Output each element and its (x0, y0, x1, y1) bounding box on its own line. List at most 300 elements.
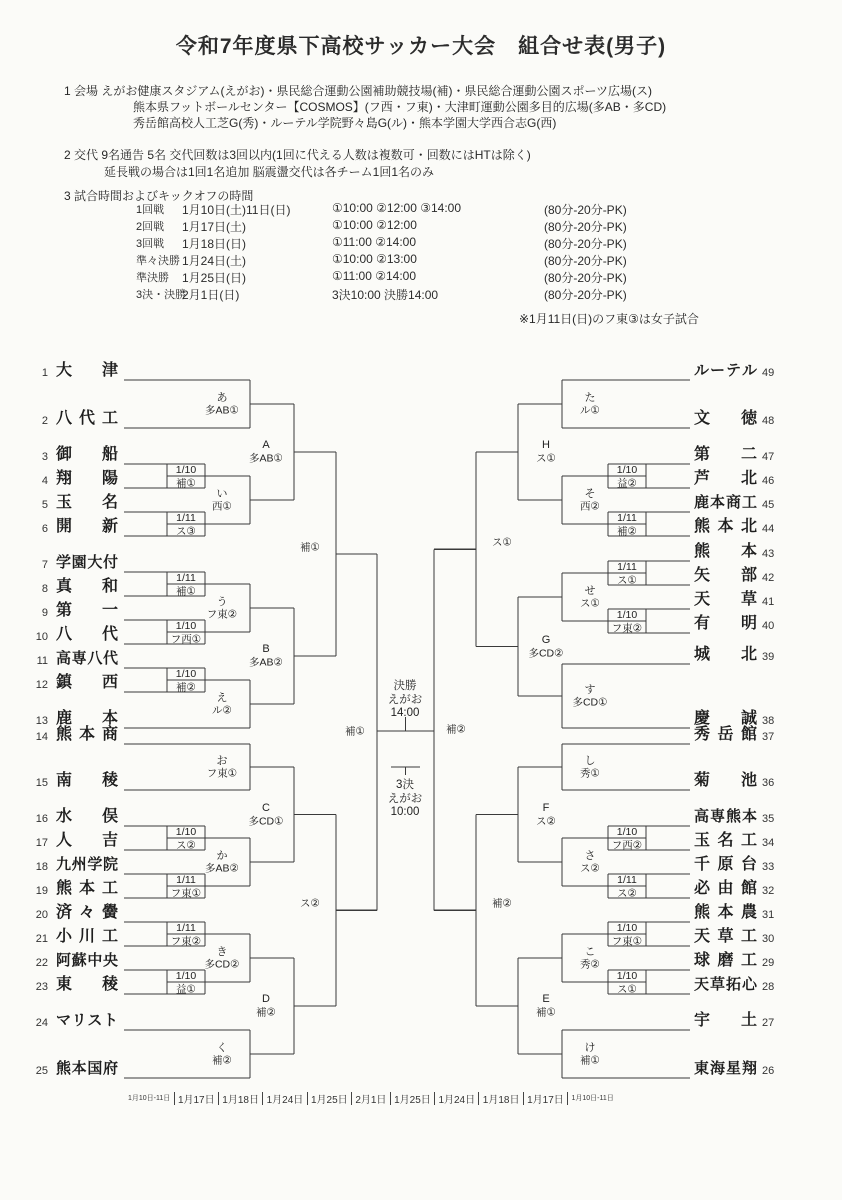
match-date: 1/10 (616, 464, 638, 476)
team-name-char: 付 (102, 554, 118, 571)
match-venue: フ東② (206, 608, 238, 621)
team-seed-number: 30 (762, 933, 775, 945)
substitution-note-line-1: 2 交代 9名通告 5名 交代回数は3回以内(1回に代える人数は複数可・回数にはHTは除く) (64, 148, 531, 162)
team-seed-number: 24 (35, 1017, 48, 1029)
team-name-char: マ (56, 1012, 72, 1029)
match-venue: ス① (536, 452, 556, 465)
schedule-heading: 3 試合時間およびキックオフの時間 (64, 189, 254, 203)
team-seed-number: 41 (762, 596, 775, 608)
schedule-round: 3回戦 (136, 238, 165, 250)
team-name-char: 球 (694, 952, 711, 969)
team-name-char: 工 (101, 928, 118, 945)
team-name-char: ー (709, 362, 725, 379)
team-name-char: 代 (78, 410, 95, 427)
team-name-char: 拓 (725, 976, 741, 993)
team-seed-number: 16 (35, 813, 48, 825)
match-kana: え (216, 692, 228, 704)
team-name-char: 農 (740, 904, 757, 921)
team-seed-number: 34 (762, 837, 775, 849)
team-name-char: 熊 (725, 808, 741, 825)
match-date: 1/11 (176, 572, 196, 584)
team-seed-number: 15 (35, 777, 48, 789)
divider (351, 1092, 352, 1105)
team-name-14 (56, 726, 118, 744)
team-name-49 (694, 362, 757, 380)
team-seed-number: 14 (35, 731, 48, 743)
team-name-char: 八 (56, 626, 73, 643)
team-name-char: 鹿 (694, 494, 710, 511)
team-name-char: 誠 (740, 710, 757, 727)
match-venue: 益② (617, 477, 637, 490)
venue-note-line-3: 秀岳館高校人工芝G(秀)・ルーテル学院野々島G(ル)・熊本学園大学西合志G(西) (133, 116, 557, 130)
divider (174, 1092, 175, 1105)
match-date: 1/10 (175, 668, 197, 680)
team-name-char: 黌 (101, 904, 118, 921)
match-kana: し (584, 755, 596, 767)
team-seed-number: 37 (762, 731, 775, 743)
team-name-char: 商 (725, 494, 741, 511)
schedule-date: 1月25日(日) (182, 271, 247, 285)
team-name-char: 稜 (101, 772, 118, 789)
team-name-29 (694, 952, 757, 970)
team-name-char: 高 (694, 808, 710, 825)
team-name-char: 鹿 (56, 710, 73, 727)
schedule-format: (80分-20分-PK) (544, 220, 627, 234)
team-name-22 (56, 952, 118, 970)
match-venue: 補② (446, 723, 466, 736)
team-seed-number: 29 (762, 957, 775, 969)
footer-date: 1月25日 (310, 1094, 348, 1106)
team-name-char: 東 (694, 1060, 710, 1077)
team-name-char: 天 (694, 976, 710, 993)
schedule-kickoff: ①10:00 ②12:00 (332, 218, 417, 232)
match-venue: フ東② (611, 622, 643, 635)
match-date: 1/10 (616, 922, 638, 934)
match-venue: ス② (580, 862, 600, 875)
final-label: 決勝 (393, 680, 417, 692)
schedule-kickoff: ①11:00 ②14:00 (332, 269, 417, 283)
team-seed-number: 10 (35, 631, 48, 643)
match-venue: 秀② (580, 958, 600, 971)
team-name-char: 稜 (101, 976, 118, 993)
final-venue: えがお (387, 694, 423, 706)
team-name-char: 熊 (56, 1060, 72, 1077)
team-name-char: 和 (101, 578, 118, 595)
match-date: 1/11 (176, 874, 196, 886)
team-name-34 (694, 832, 757, 850)
team-name-39 (694, 646, 757, 664)
match-venue: 補② (256, 1006, 276, 1019)
match-venue: フ西① (170, 633, 202, 646)
team-seed-number: 42 (762, 572, 775, 584)
team-name-char: 土 (740, 1012, 757, 1029)
venue-note-label: 1 会場 (64, 84, 99, 98)
team-name-char: 天 (694, 591, 711, 608)
team-name-char: 磨 (717, 952, 734, 969)
team-name-char: 心 (741, 976, 757, 993)
match-venue: ル① (580, 404, 600, 417)
match-date: 1/11 (176, 922, 196, 934)
team-name-char: 芦 (694, 470, 711, 487)
team-name-28 (694, 976, 757, 994)
team-name-char: 宇 (694, 1012, 711, 1029)
team-name-char: 城 (694, 646, 711, 663)
team-name-30 (694, 928, 757, 946)
team-name-char: 吉 (101, 832, 118, 849)
team-seed-number: 35 (762, 813, 775, 825)
divider (262, 1092, 263, 1105)
team-seed-number: 27 (762, 1017, 775, 1029)
schedule-round: 準決勝 (136, 272, 169, 284)
team-name-char: 徳 (740, 410, 757, 427)
team-name-char: 州 (71, 856, 87, 873)
schedule-format: (80分-20分-PK) (544, 237, 627, 251)
match-letter: F (542, 802, 550, 814)
team-seed-number: 23 (35, 981, 48, 993)
team-name-char: 有 (694, 615, 711, 632)
match-venue: 補② (492, 897, 512, 910)
match-date: 1/11 (617, 561, 637, 573)
match-date: 1/11 (176, 512, 196, 524)
team-name-char: ト (102, 1012, 118, 1029)
divider (307, 1092, 308, 1105)
match-venue: ル② (212, 704, 232, 717)
schedule-format: (80分-20分-PK) (544, 254, 627, 268)
team-name-char: 草 (740, 591, 757, 608)
team-seed-number: 20 (35, 909, 48, 921)
team-name-char: 八 (87, 650, 103, 667)
team-name-16 (56, 808, 118, 826)
team-seed-number: 12 (35, 679, 48, 691)
team-name-18 (56, 856, 118, 874)
match-venue: フ西② (611, 839, 643, 852)
footer-date: 1月24日 (438, 1094, 476, 1106)
match-kana: せ (584, 585, 596, 597)
match-venue: 補① (176, 585, 196, 598)
team-name-char: 北 (740, 646, 757, 663)
team-name-41 (694, 591, 757, 609)
team-name-31 (694, 904, 757, 922)
team-seed-number: 28 (762, 981, 775, 993)
schedule-format: (80分-20分-PK) (544, 203, 627, 217)
match-venue: ス③ (176, 525, 196, 538)
final-time: 14:00 (390, 707, 420, 719)
footer-date: 1月17日 (177, 1094, 215, 1106)
schedule-kickoff: ①10:00 ②12:00 ③14:00 (332, 201, 462, 215)
team-name-char: 鎮 (56, 674, 73, 691)
team-name-char: 蘇 (71, 952, 87, 969)
match-venue: 益① (176, 983, 196, 996)
team-name-char: 工 (741, 494, 757, 511)
team-name-5 (56, 494, 118, 512)
team-name-char: 南 (56, 772, 73, 789)
match-kana: い (216, 488, 228, 500)
team-name-char: 熊 (56, 726, 73, 743)
schedule-date: 1月10日(土)11日(日) (182, 203, 291, 217)
third-place-time: 10:00 (390, 806, 420, 818)
schedule-round: 2回戦 (136, 221, 165, 233)
team-name-char: 名 (101, 494, 118, 511)
team-seed-number: 33 (762, 861, 775, 873)
footer-date: 1月25日 (394, 1094, 431, 1106)
team-seed-number: 22 (35, 957, 48, 969)
team-name-6 (56, 518, 118, 536)
team-name-char: 玉 (56, 494, 73, 511)
team-name-char: 学 (87, 856, 103, 873)
team-name-char: ル (694, 362, 710, 379)
team-name-char: 新 (101, 518, 118, 535)
match-kana: お (216, 755, 228, 767)
match-venue: ス① (492, 536, 512, 549)
team-name-21 (56, 928, 118, 946)
match-venue: 多AB② (205, 862, 239, 875)
footer-date: 1月17日 (527, 1094, 564, 1106)
match-kana: か (216, 850, 228, 862)
team-name-char: 草 (717, 928, 734, 945)
team-seed-number: 7 (41, 559, 48, 571)
team-name-char: 文 (694, 410, 711, 427)
team-seed-number: 45 (762, 499, 775, 511)
team-name-char: 工 (101, 880, 118, 897)
team-name-char: 阿 (56, 952, 72, 969)
team-name-15 (56, 772, 118, 790)
team-seed-number: 46 (762, 475, 775, 487)
match-letter: C (262, 802, 270, 814)
schedule-date: 1月17日(土) (182, 220, 247, 234)
team-name-33 (694, 856, 757, 874)
match-kana: た (584, 392, 596, 404)
team-name-char: 府 (102, 1060, 118, 1077)
match-kana: す (584, 684, 596, 696)
team-name-char: 中 (87, 952, 103, 969)
team-name-char: テ (725, 362, 741, 379)
team-seed-number: 21 (35, 933, 48, 945)
team-name-char: 陽 (101, 470, 118, 487)
schedule-format: (80分-20分-PK) (544, 288, 627, 302)
match-venue: ス① (617, 574, 637, 587)
team-name-char: 俣 (101, 808, 118, 825)
team-name-char: 秀 (694, 726, 711, 743)
team-seed-number: 38 (762, 715, 775, 727)
team-seed-number: 18 (35, 861, 48, 873)
third-place-venue: えがお (387, 793, 423, 805)
team-name-char: 岳 (717, 726, 734, 743)
match-venue: 補② (617, 525, 637, 538)
team-seed-number: 6 (41, 523, 48, 535)
team-name-char: 津 (101, 362, 118, 379)
match-venue: ス① (617, 983, 637, 996)
team-name-char: 大 (56, 362, 73, 379)
match-venue: 補① (580, 1054, 600, 1067)
match-venue: 多CD① (572, 696, 608, 709)
team-name-char: 矢 (694, 567, 711, 584)
team-seed-number: 2 (41, 415, 48, 427)
team-name-char: 工 (740, 928, 757, 945)
match-date: 1/10 (616, 970, 638, 982)
venue-note-line-2: 熊本県フットボールセンター【COSMOS】(フ西・フ東)・大津町運動公園多目的広場(多AB・多CD) (133, 100, 667, 114)
team-name-25 (56, 1060, 118, 1078)
match-venue: 多AB① (205, 404, 239, 417)
team-seed-number: 19 (35, 885, 48, 897)
team-name-char: 工 (101, 410, 118, 427)
team-name-char: 九 (56, 856, 72, 873)
team-name-char: 必 (694, 880, 711, 897)
team-name-char: 熊 (694, 543, 711, 560)
team-name-char: 本 (717, 904, 734, 921)
match-venue: 多AB① (249, 452, 283, 465)
match-letter: G (541, 634, 551, 646)
team-name-7 (56, 554, 118, 572)
team-name-char: 北 (740, 470, 757, 487)
footer-date: 1月10日-11日 (571, 1095, 614, 1102)
team-name-char: 明 (740, 615, 757, 632)
match-venue: 秀① (580, 767, 600, 780)
match-kana: そ (584, 488, 596, 500)
team-name-char: 高 (56, 650, 72, 667)
team-name-char: 天 (694, 928, 711, 945)
match-venue: ス② (176, 839, 196, 852)
schedule-round: 準々決勝 (136, 255, 180, 267)
team-name-3 (56, 446, 118, 464)
team-name-char: 院 (102, 856, 118, 873)
team-name-42 (694, 567, 757, 585)
team-name-47 (694, 446, 757, 464)
schedule-date: 1月18日(日) (182, 237, 247, 251)
team-seed-number: 32 (762, 885, 775, 897)
team-name-4 (56, 470, 118, 488)
team-name-char: 八 (56, 410, 73, 427)
team-seed-number: 44 (762, 523, 775, 535)
team-name-8 (56, 578, 118, 596)
team-name-44 (694, 518, 757, 536)
team-name-char: 真 (56, 578, 73, 595)
match-kana: く (216, 1042, 228, 1054)
team-name-char: 西 (101, 674, 118, 691)
team-name-char: 大 (87, 554, 103, 571)
team-name-46 (694, 470, 757, 488)
team-seed-number: 40 (762, 620, 775, 632)
match-venue: 多CD① (248, 815, 284, 828)
team-seed-number: 1 (41, 367, 48, 379)
team-name-char: 第 (694, 446, 711, 463)
team-name-char: 慶 (694, 710, 711, 727)
divider (523, 1092, 524, 1105)
team-name-char: 工 (740, 952, 757, 969)
schedule-kickoff: 3決10:00 決勝14:00 (332, 288, 439, 302)
team-name-char: 本 (709, 494, 725, 511)
team-name-char: 由 (717, 880, 734, 897)
team-name-char: 翔 (56, 470, 73, 487)
team-name-char: 済 (56, 904, 73, 921)
team-name-35 (694, 808, 757, 826)
divider (390, 1092, 391, 1105)
team-seed-number: 8 (41, 583, 48, 595)
team-name-char: 本 (71, 1060, 87, 1077)
team-name-char: 菊 (694, 772, 711, 789)
team-name-11 (56, 650, 118, 668)
team-name-19 (56, 880, 118, 898)
team-name-char: 小 (56, 928, 73, 945)
schedule-kickoff: ①10:00 ②13:00 (332, 252, 417, 266)
team-name-char: 部 (740, 567, 757, 584)
team-name-2 (56, 410, 118, 428)
match-letter: H (542, 439, 550, 451)
divider (478, 1092, 479, 1105)
match-venue: ス② (300, 897, 320, 910)
team-name-char: 工 (740, 832, 757, 849)
footer-date: 1月10日-11日 (128, 1095, 171, 1102)
team-name-40 (694, 615, 757, 633)
venue-note-text: えがお健康スタジアム(えがお)・県民総合運動公園補助競技場(補)・県民総合運動公園スポーツ広場(ス) (101, 84, 653, 98)
match-date: 1/10 (175, 620, 197, 632)
team-name-37 (694, 726, 757, 744)
footer-date: 2月1日 (355, 1094, 387, 1106)
team-name-char: 館 (740, 726, 757, 743)
match-venue: 補② (212, 1054, 232, 1067)
team-name-char: 園 (71, 554, 87, 571)
third-place-label: 3決 (396, 779, 414, 791)
team-name-char: 館 (740, 880, 757, 897)
match-letter: A (262, 439, 270, 451)
match-venue: ス② (617, 887, 637, 900)
match-venue: 多CD② (204, 958, 240, 971)
team-seed-number: 17 (35, 837, 48, 849)
match-venue: フ東② (170, 935, 202, 948)
team-name-char: 星 (725, 1060, 741, 1077)
round-date-axis (128, 1090, 614, 1106)
team-name-45 (694, 494, 757, 512)
match-kana: う (216, 596, 228, 608)
team-name-char: 北 (740, 518, 757, 535)
team-name-char: 本 (78, 880, 95, 897)
team-name-char: 原 (717, 856, 734, 873)
match-date: 1/10 (175, 826, 197, 838)
team-name-char: 名 (717, 832, 734, 849)
match-venue: フ東① (611, 935, 643, 948)
match-venue: 多AB② (249, 656, 283, 669)
team-name-char: 開 (56, 518, 73, 535)
team-name-12 (56, 674, 118, 692)
team-seed-number: 43 (762, 548, 775, 560)
team-name-32 (694, 880, 757, 898)
team-seed-number: 49 (762, 367, 775, 379)
match-date: 1/10 (175, 464, 197, 476)
schedule-round: 1回戦 (136, 204, 165, 216)
team-name-char: 千 (694, 856, 711, 873)
team-name-24 (56, 1012, 118, 1030)
team-name-char: ル (741, 362, 757, 379)
team-name-17 (56, 832, 118, 850)
team-name-char: 専 (71, 650, 87, 667)
team-name-char: 熊 (56, 880, 73, 897)
match-letter: B (262, 643, 270, 655)
team-name-char: 代 (102, 650, 118, 667)
team-name-23 (56, 976, 118, 994)
team-seed-number: 4 (41, 475, 48, 487)
team-name-char: 本 (740, 543, 757, 560)
substitution-note-line-2: 延長戦の場合は1回1名追加 脳震盪交代は各チーム1回1名のみ (104, 165, 435, 179)
team-name-20 (56, 904, 118, 922)
match-kana: け (584, 1042, 596, 1054)
team-name-char: ス (87, 1012, 103, 1029)
match-venue: ス② (536, 815, 556, 828)
team-name-char: 草 (709, 976, 725, 993)
schedule-note: ※1月11日(日)のフ東③は女子試合 (519, 312, 699, 326)
team-seed-number: 13 (35, 715, 48, 727)
team-name-char: 本 (717, 518, 734, 535)
footer-date: 1月18日 (222, 1094, 259, 1106)
team-name-char: 東 (56, 976, 73, 993)
